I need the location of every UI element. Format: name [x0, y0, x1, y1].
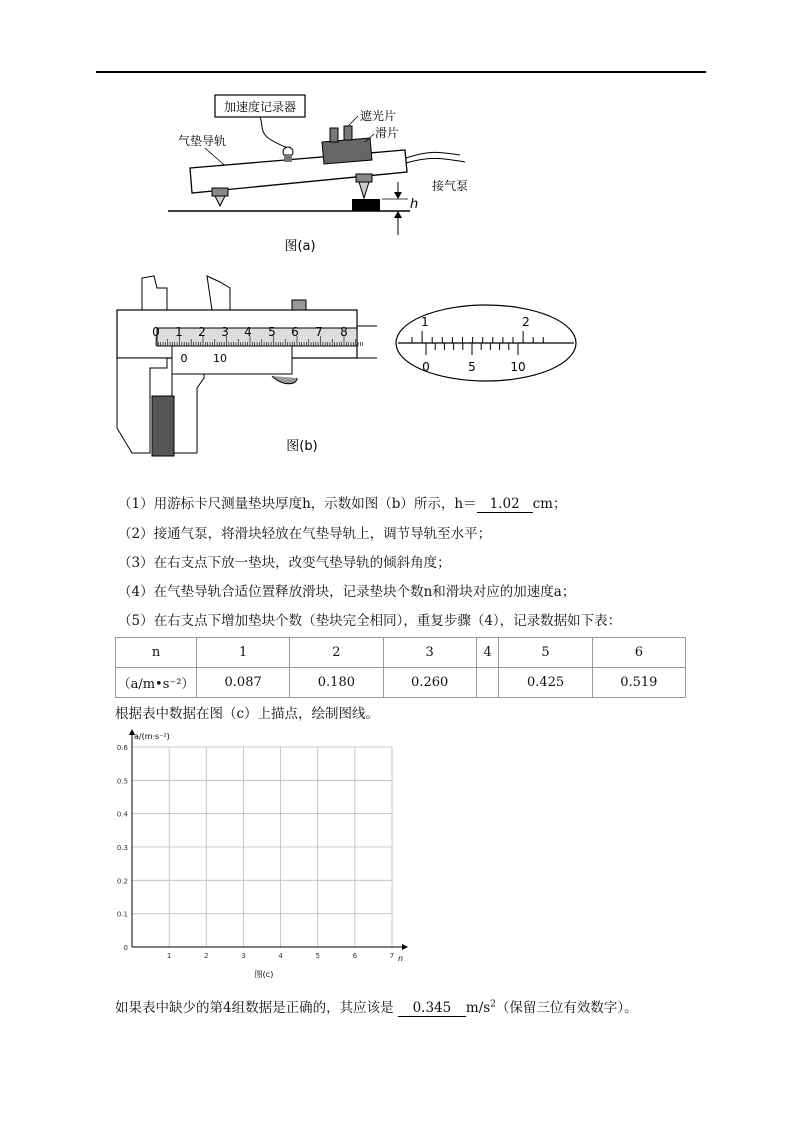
- figure-a: [160, 90, 500, 260]
- final-text: 如果表中缺少的第4组数据是正确的，其应该是: [115, 1000, 394, 1016]
- main-scale-label: 4: [244, 325, 252, 339]
- table-cell: 0.180: [290, 668, 383, 698]
- table-row: [116, 668, 686, 698]
- table-cell: 0.425: [499, 668, 592, 698]
- table-header-cell: 2: [290, 638, 383, 668]
- main-scale-label: 7: [315, 325, 323, 339]
- y-tick-label: 0.3: [116, 844, 128, 852]
- main-scale-label: 3: [221, 325, 229, 339]
- figure-a-caption: 图(a): [284, 239, 316, 254]
- step-1-text: （1）用游标卡尺测量垫块厚度h，示数如图（b）所示，h＝: [118, 496, 477, 512]
- table-header-cell: n: [116, 638, 197, 668]
- table-header-cell: 5: [499, 638, 592, 668]
- chart-caption: 图(c): [254, 970, 274, 979]
- table-row-label: （a/m•s⁻²）: [116, 668, 197, 698]
- vernier-label: 0: [180, 352, 188, 365]
- x-tick-label: 7: [389, 952, 395, 960]
- table-cell: 0.519: [592, 668, 685, 698]
- figure-b-caption: 图(b): [286, 439, 318, 454]
- answer-a4: 0.345: [398, 1000, 466, 1017]
- final-unit: m/s: [465, 1000, 491, 1016]
- step-3: （3）在右支点下放一垫块，改变气垫导轨的倾斜角度；: [118, 555, 451, 571]
- y-tick-label: 0.5: [116, 777, 128, 786]
- main-scale-label: 8: [340, 325, 348, 339]
- step-4: （4）在气垫导轨合适位置释放滑块，记录垫块个数n和滑块对应的加速度a；: [118, 584, 576, 600]
- x-tick-label: 2: [204, 952, 209, 960]
- table-header-cell: 3: [383, 638, 476, 668]
- main-scale-label: 5: [268, 325, 276, 339]
- figure-b: [112, 268, 587, 468]
- chart-x-axis-label: n: [398, 954, 404, 963]
- vernier-label: 10: [213, 352, 227, 365]
- x-tick-label: 4: [278, 952, 283, 960]
- zoom-main-label: 2: [522, 315, 530, 329]
- y-tick-label: 0.1: [116, 910, 128, 919]
- rail-label: 气垫导轨: [178, 134, 227, 148]
- pad-block: [352, 199, 380, 211]
- step-5: （5）在右支点下增加垫块个数（垫块完全相同），重复步骤（4），记录数据如下表：: [118, 613, 622, 629]
- final-note: （保留三位有效数字）。: [495, 1000, 638, 1016]
- chart-x-ticks: [167, 952, 394, 960]
- answer-h: 1.02: [477, 496, 533, 513]
- table-cell: 0.260: [383, 668, 476, 698]
- step-1-unit: cm；: [532, 496, 567, 512]
- main-scale-label: 2: [198, 325, 206, 339]
- main-scale-label: 1: [175, 325, 183, 339]
- table-header-cell: 6: [592, 638, 685, 668]
- y-tick-label: 0.4: [116, 810, 128, 819]
- slider-label: 滑片: [375, 126, 400, 140]
- table-row: [116, 638, 686, 668]
- x-tick-label: 1: [166, 952, 172, 960]
- main-scale-label: 6: [291, 325, 299, 339]
- data-table: [115, 637, 686, 698]
- x-tick-label: 6: [352, 952, 358, 960]
- y-tick-label: 0: [123, 944, 128, 952]
- zoom-vernier-label: 5: [468, 360, 476, 374]
- vernier-slider: [172, 346, 292, 374]
- zoom-vernier-label: 10: [510, 360, 526, 374]
- table-header-cell: 4: [476, 638, 499, 668]
- table-header-cell: 1: [197, 638, 290, 668]
- x-tick-label: 5: [315, 952, 320, 960]
- air-track: [190, 150, 407, 193]
- recorder-label: 加速度记录器: [223, 100, 297, 114]
- step-2: （2）接通气泵，将滑块轻放在气垫导轨上，调节导轨至水平；: [118, 526, 492, 542]
- plot-instruction: 根据表中数据在图（c）上描点，绘制图线。: [115, 706, 380, 722]
- zoom-main-label: 1: [421, 315, 429, 329]
- x-axis-arrow: [402, 944, 408, 950]
- measured-pad: [152, 396, 174, 456]
- y-tick-label: 0.2: [116, 877, 128, 886]
- figure-c-chart: [112, 725, 412, 985]
- header-rule: [96, 71, 706, 73]
- zoom-vernier-label: 0: [422, 360, 430, 374]
- chart-grid: [132, 747, 392, 947]
- pump-label: 接气泵: [432, 179, 469, 193]
- table-cell: 0.087: [197, 668, 290, 698]
- x-tick-label: 3: [241, 952, 246, 960]
- chart-axes: [129, 729, 408, 950]
- final-unit-sup: 2: [490, 999, 496, 1010]
- final-question: [115, 996, 638, 1017]
- chart-y-ticks: [117, 744, 129, 952]
- table-cell: [476, 668, 499, 698]
- main-scale-label: 0: [152, 325, 160, 339]
- step-1: [118, 492, 567, 513]
- shutter-label: 遮光片: [360, 109, 397, 123]
- h-label: h: [410, 197, 419, 212]
- y-tick-label: 0.6: [116, 744, 128, 752]
- chart-y-axis-label: a/(m·s⁻²): [134, 732, 170, 741]
